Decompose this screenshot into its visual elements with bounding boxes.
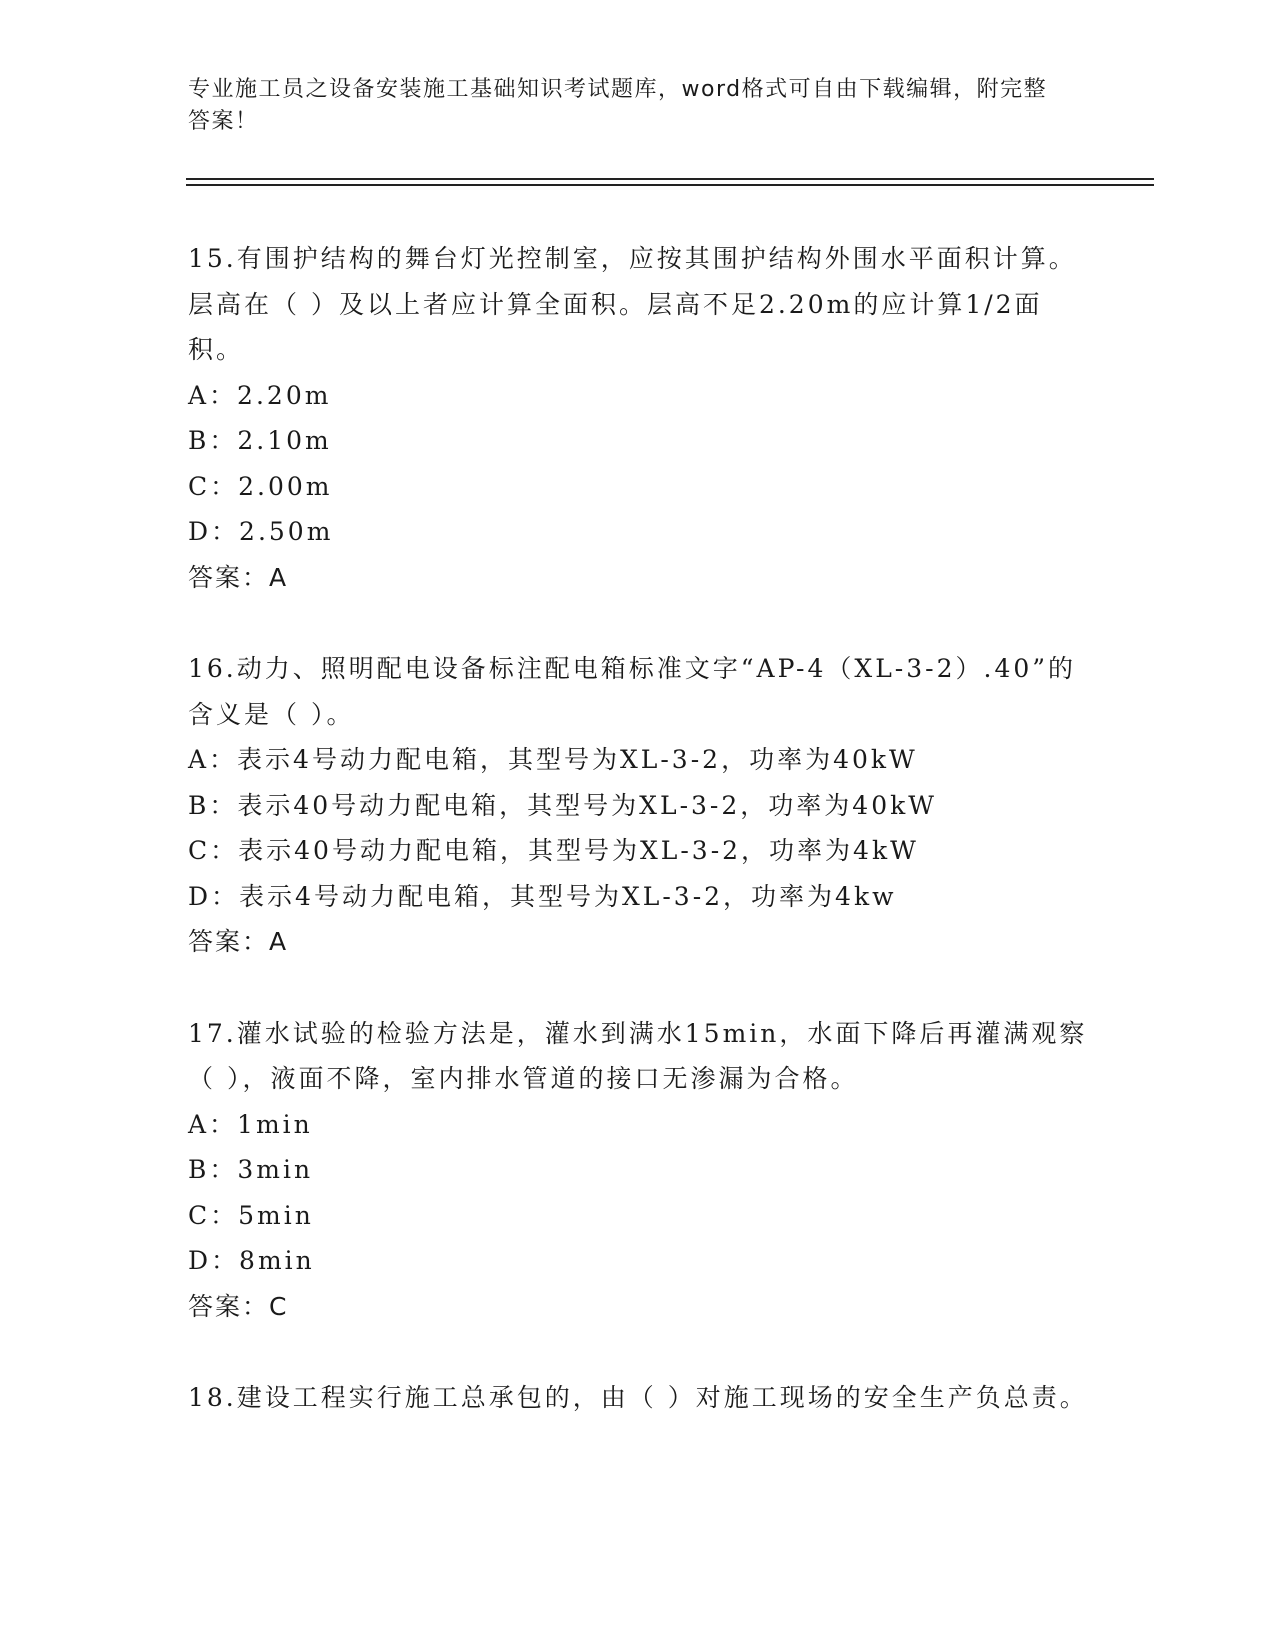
question-stem: 16.动力、照明配电设备标注配电箱标准文字“AP-4（XL-3-2）.40”的含义是（ ）。 — [188, 654, 1077, 729]
answer-line: 答案：A — [188, 927, 289, 956]
question-18 — [188, 1375, 1088, 1421]
option-c: C：5min — [188, 1200, 314, 1230]
question-15 — [188, 236, 1088, 600]
answer-line: 答案：A — [188, 562, 289, 592]
question-stem: 18.建设工程实行施工总承包的，由（ ）对施工现场的安全生产负总责。 — [188, 1383, 1088, 1412]
question-stem: 17.灌水试验的检验方法是，灌水到满水15min，水面下降后再灌满观察（ ），液面不降，室内排水管道的接口无渗漏为合格。 — [188, 1018, 1088, 1093]
answer-line: 答案：C — [188, 1291, 289, 1321]
option-b: B：3min — [188, 1155, 314, 1184]
option-d: D：表示4号动力配电箱，其型号为XL-3-2，功率为4kw — [188, 881, 897, 911]
question-16 — [188, 646, 1088, 965]
document-header: 专业施工员之设备安装施工基础知识考试题库，word格式可自由下载编辑，附完整答案！ — [188, 77, 1048, 134]
option-c: C：2.00m — [188, 471, 333, 501]
option-d: D：8min — [188, 1246, 315, 1275]
option-b: B：2.10m — [188, 426, 332, 455]
question-17 — [188, 1011, 1088, 1330]
header-divider-top — [186, 178, 1154, 180]
header-divider-bottom — [186, 184, 1154, 186]
option-a: A：2.20m — [188, 380, 332, 410]
option-d: D：2.50m — [188, 517, 334, 546]
question-list — [188, 236, 1088, 1467]
option-a: A：1min — [188, 1109, 313, 1139]
option-c: C：表示40号动力配电箱，其型号为XL-3-2，功率为4kW — [188, 836, 919, 865]
option-a: A：表示4号动力配电箱，其型号为XL-3-2，功率为40kW — [188, 745, 918, 774]
question-stem: 15.有围护结构的舞台灯光控制室，应按其围护结构外围水平面积计算。层高在（ ）及以上者应计算全面积。层高不足2.20m的应计算1/2面积。 — [188, 244, 1077, 364]
option-b: B：表示40号动力配电箱，其型号为XL-3-2，功率为40kW — [188, 790, 937, 820]
